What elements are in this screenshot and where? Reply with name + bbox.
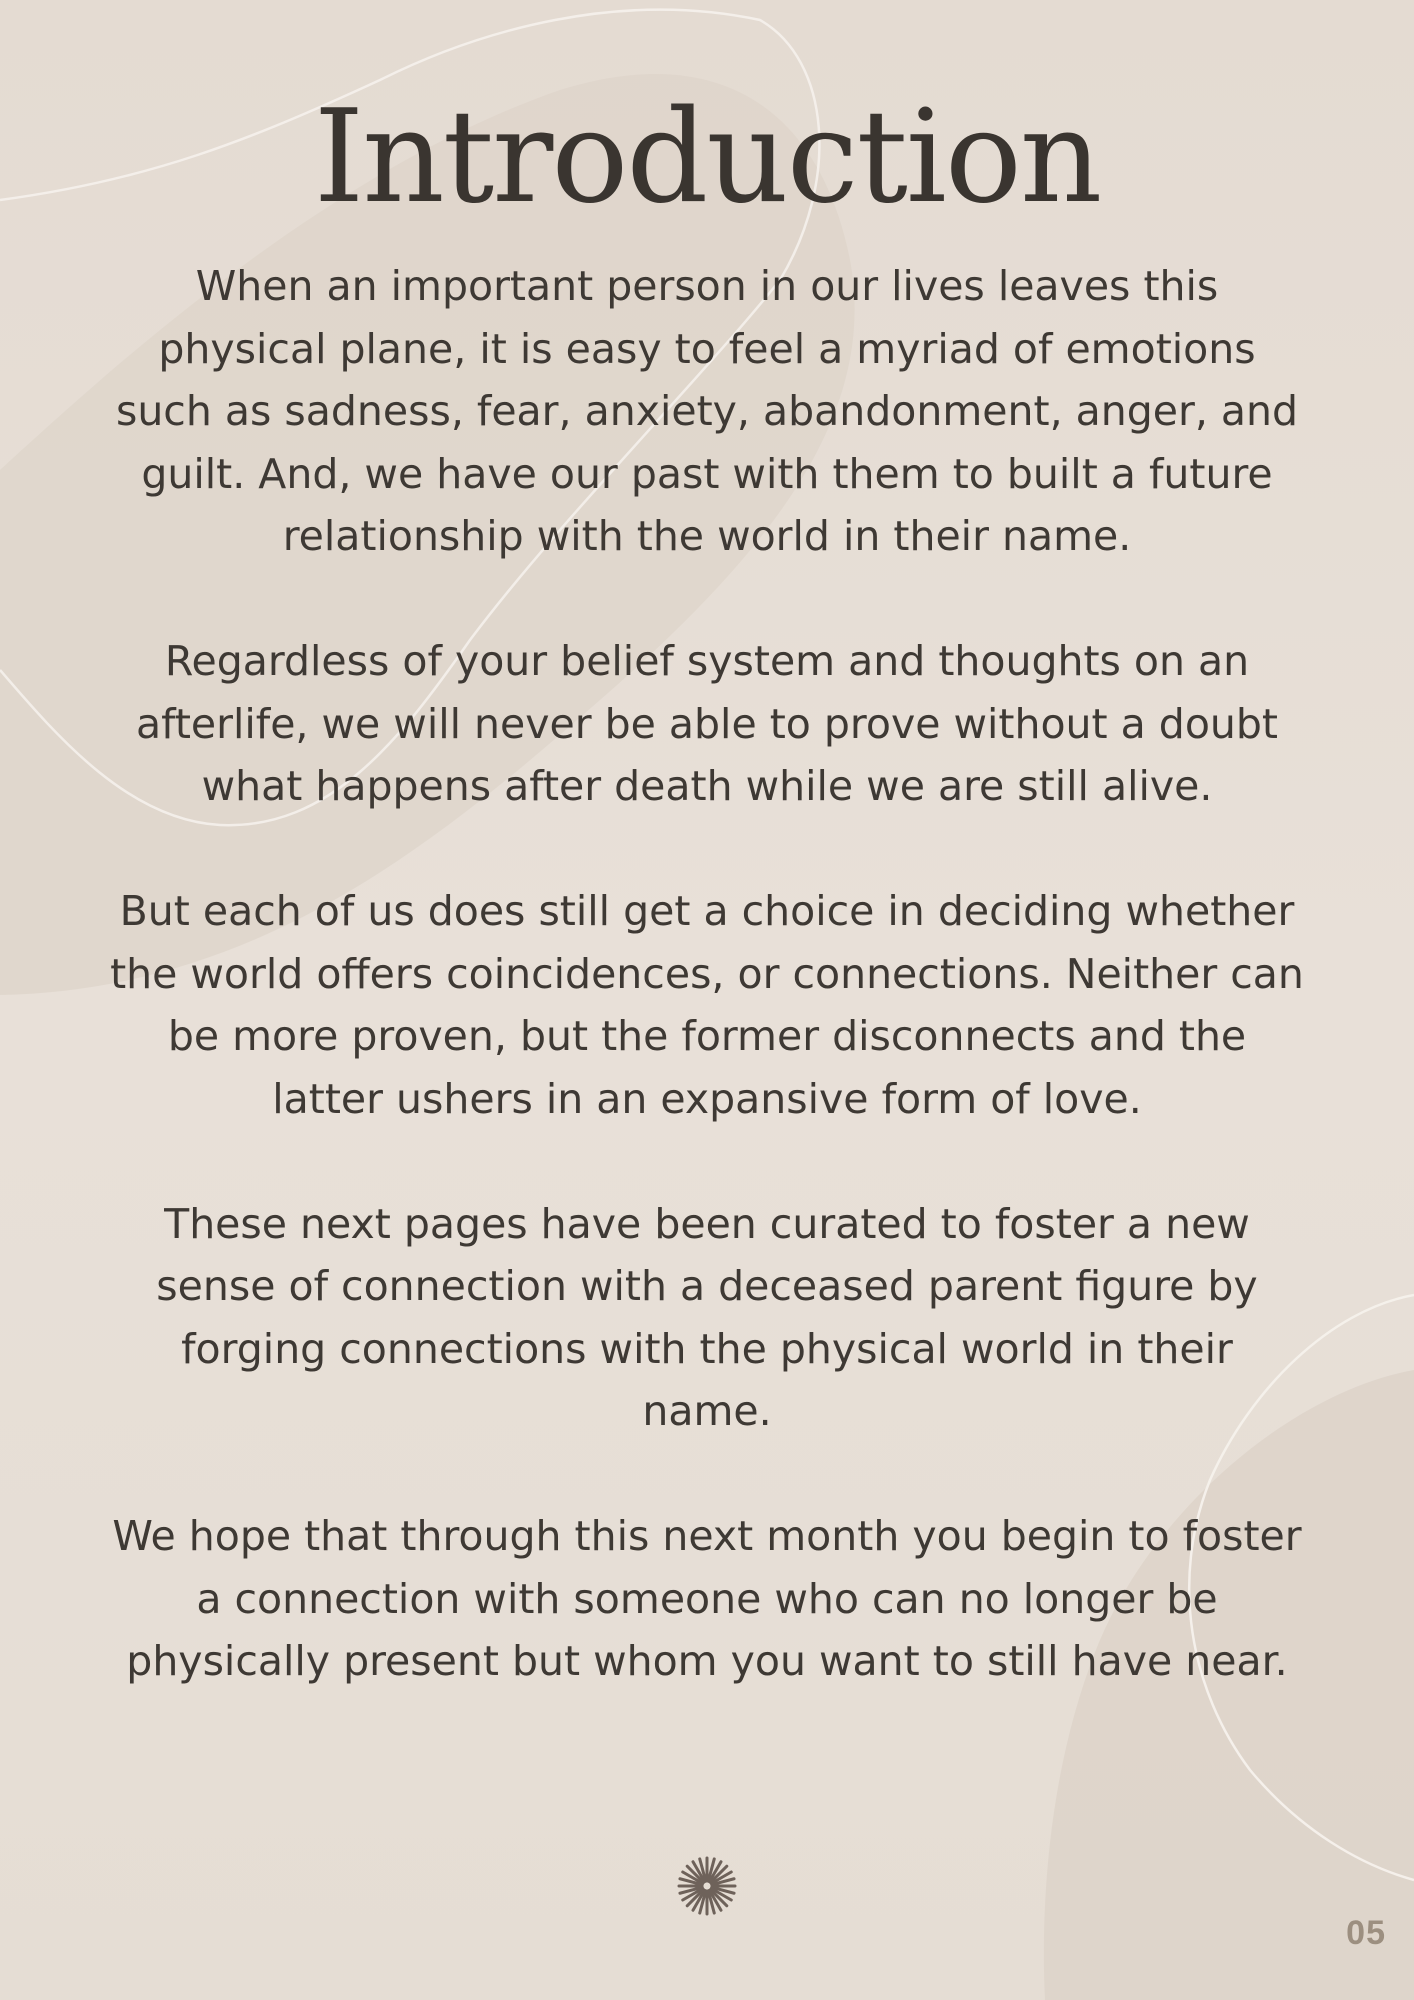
paragraph-5: We hope that through this next month you begin to foster a connection with someone who can no longer be physically present but whom you want to still have near. <box>112 1512 1302 1685</box>
page-number: 05 <box>1346 1914 1386 1952</box>
body-text <box>110 255 1304 1693</box>
page-title: Introduction <box>313 83 1101 232</box>
paragraph-2: Regardless of your belief system and thoughts on an afterlife, we will never be able to prove without a doubt what happens after death while we are still alive. <box>136 637 1278 810</box>
paragraph-4: These next pages have been curated to foster a new sense of connection with a deceased parent figure by forging connections with the physical world in their name. <box>156 1199 1258 1435</box>
paragraph-3: But each of us does still get a choice in deciding whether the world offers coincidences, or connections. Neither can be more proven, but the former disconnects and the latter ushers in an expansive form of love. <box>110 887 1304 1123</box>
sunburst-icon <box>677 1856 737 1916</box>
paragraph-1: When an important person in our lives leaves this physical plane, it is easy to feel a myriad of emotions such as sadness, fear, anxiety, abandonment, anger, and guilt. And, we have our past with them to built a future relationship with the world in their name. <box>115 262 1299 560</box>
